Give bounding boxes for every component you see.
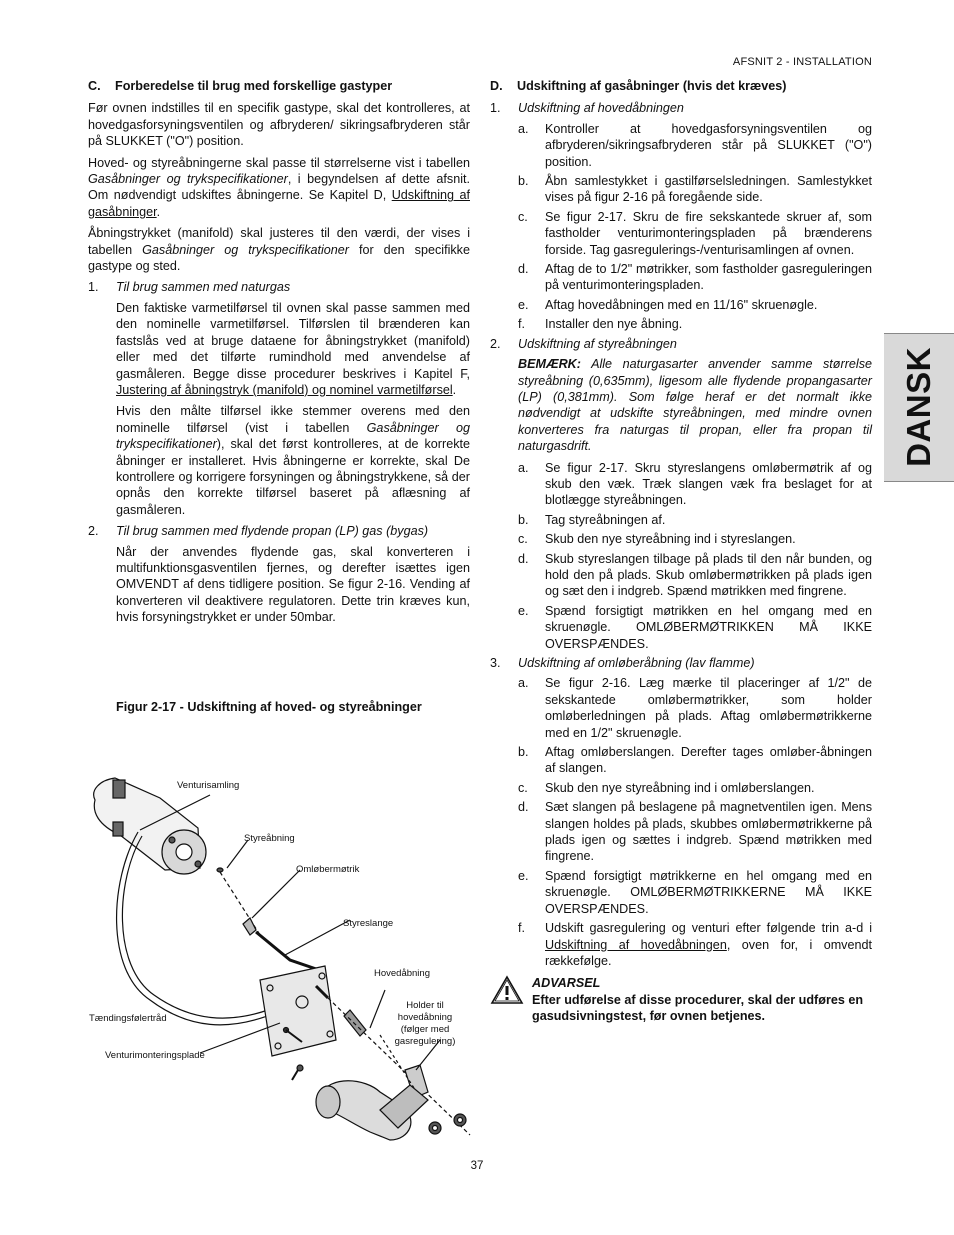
sub-item: b. Aftag omløberslangen. Derefter tages omløber-åbningen af slangen.: [518, 745, 872, 776]
paragraph: Før ovnen indstilles til en specifik gastype, skal det kontrolleres, at hovedgasforsyningsventilen og afbryderen/ sikringsafbryderen står på SLUKKET ("O") position.: [88, 101, 470, 149]
label-omloebermoetrik: Omløbermøtrik: [296, 864, 360, 875]
right-column: [490, 78, 872, 1025]
sub-item: a. Se figur 2-16. Læg mærke til placeringer af 1/2" de sekskantede omløbermøtrikker, som holder omløberledningen på plads. Aftag omløbermøtrikkerne med en 1/2" skruenøgle.: [518, 676, 872, 740]
paragraph: Når der anvendes flydende gas, skal konverteren i multifunktionsgasventilen fjernes, og derefter isættes igen OMVENDT af dens tidligere position. Se figur 2-16. Vending af konverteren vil deaktivere regulatoren. Dette trin kræves kun, hvis forsyningstrykket er under 50mbar.: [116, 544, 470, 625]
label-styreaabning: Styreåbning: [244, 833, 295, 844]
note: BEMÆRK: Alle naturgasarter anvender samme størrelse styreåbning (0,635mm), ligesom alle flydende propangasarter (LP) (0,381mm). Som følge heraf er det normalt ikke nødvendigt at udskifte styreåbningen, med mindre ovnen konverteres fra naturgas til propan, eller fra propan til naturgasdrift.: [518, 357, 872, 454]
label-holder: hovedåbning: [397, 1012, 453, 1023]
paragraph: Hvis den målte tilførsel ikke stemmer overens med den nominelle tilførsel (vist i tabellen Gasåbninger og trykspecifikationer), skal det først kontrolleres, at de korrekte åbninger er installeret. Hvis åbningerne er korrekte, skal De kontrollere og korrigere forsyningen og åbningstrykkene, så der opnås den korrekte tilførsel baseret på aflæsning af gasmåleren.: [116, 404, 470, 517]
list-item: 2. Udskiftning af styreåbningen: [490, 336, 677, 351]
label-holder: Holder til: [406, 1000, 444, 1011]
label-venturisamling: Venturisamling: [177, 780, 240, 791]
label-hovedaabning: Hovedåbning: [374, 968, 430, 979]
list-item: 2. Til brug sammen med flydende propan (LP) gas (bygas): [88, 524, 429, 539]
page-number: 37: [470, 1160, 484, 1172]
language-tab-label: DANSK: [900, 347, 937, 467]
list-item: 3. Udskiftning af omløberåbning (lav flamme): [490, 656, 755, 670]
warning-block: [490, 975, 872, 1024]
sub-item: a. Kontroller at hovedgasforsyningsventilen og afbryderen/sikringsafbryderen står på SLUKKET ("O") position.: [518, 121, 872, 169]
sub-item: b. Tag styreåbningen af.: [518, 512, 666, 527]
sub-item: c. Skub den nye styreåbning ind i omløberslangen.: [518, 780, 815, 795]
list-item: 1. Udskiftning af hovedåbningen: [490, 101, 684, 116]
figure-caption: Figur 2-17 - Udskiftning af hoved- og styreåbninger: [116, 700, 422, 714]
left-column: [88, 78, 470, 631]
label-holder: gasregulering): [394, 1036, 456, 1047]
warning-text: Efter udførelse af disse procedurer, skal der udføres en gasudsivningstest, før ovnen betjenes.: [532, 992, 864, 1024]
label-venturimonteringsplade: Venturimonteringsplade: [105, 1050, 205, 1061]
label-taendingsfoelertraad: Tændingsfølertråd: [89, 1013, 167, 1024]
sub-item: f. Installer den nye åbning.: [518, 317, 683, 332]
sub-item: d. Skub styreslangen tilbage på plads til den når bunden, og hold den på plads. Skub omløbermøtrikken på plads igen og sæt den i indgreb. Spænd møtrikken med fingrene.: [518, 551, 872, 599]
section-c-heading: C. Forberedelse til brug med forskellige gastyper: [88, 79, 393, 93]
list-item: 1. Til brug sammen med naturgas: [88, 280, 291, 295]
language-tab: [884, 333, 954, 482]
sub-item: e. Aftag hovedåbningen med en 11/16" skruenøgle.: [518, 297, 818, 312]
sub-item: d. Aftag de to 1/2" møtrikker, som fastholder gasreguleringen på venturimonteringspladen.: [518, 262, 872, 293]
paragraph: Hoved- og styreåbningerne skal passe til størrelserne vist i tabellen Gasåbninger og trykspecifikationer, i begyndelsen af dette afsnit. Om nødvendigt udskiftes åbningerne. Se Kapitel D, Udskiftning af gasåbninger.: [88, 155, 470, 219]
sub-item: d. Sæt slangen på beslagene på magnetventilen igen. Mens slangen holdes på plads, skubbes omløbermøtrikkerne på plads igen og sættes i indgreb. Spænd møtrikken med fingrene.: [518, 800, 872, 864]
sub-item: a. Se figur 2-17. Skru styreslangens omløbermøtrik af og skub den væk. Træk slangen væk fra beslaget for at blotlægge styreåbningen.: [518, 460, 872, 508]
section-d-heading: D. Udskiftning af gasåbninger (hvis det kræves): [490, 79, 787, 93]
warning-icon: [490, 975, 524, 1005]
label-styreslange: Styreslange: [343, 918, 394, 929]
sub-item: c. Se figur 2-17. Skru de fire sekskantede skruer af, som fastholder venturimonteringspladen på brænderens forside. Tag gasregulerings-/venturisamlingen af ovnen.: [518, 209, 872, 257]
sub-item: e. Spænd forsigtigt møtrikkerne en hel omgang med en skruenøgle. OMLØBERMØTRIKKERNE MÅ IKKE OVERSPÆNDES.: [518, 868, 872, 916]
paragraph: Åbningstrykket (manifold) skal justeres til den værdi, der vises i tabellen Gasåbninger og trykspecifikationer for den specifikke gastype og sted.: [88, 226, 470, 274]
label-holder: (følger med: [400, 1024, 450, 1035]
sub-item: e. Spænd forsigtigt møtrikken en hel omgang med en skruenøgle. OMLØBERMØTRIKKEN MÅ IKKE OVERSPÆNDES.: [518, 603, 872, 651]
sub-item: f. Udskift gasregulering og venturi efter følgende trin a-d i Udskiftning af hovedåbningen, oven for, i omvendt rækkefølge.: [518, 921, 872, 968]
figure-illustration: [80, 740, 480, 1150]
sub-item: c. Skub den nye styreåbning ind i styreslangen.: [518, 532, 796, 547]
page-header: AFSNIT 2 - INSTALLATION: [732, 56, 872, 68]
sub-item: b. Åbn samlestykket i gastilførselsledningen. Samlestykket vises på figur 2-16 på foregående side.: [518, 174, 872, 205]
warning-title: ADVARSEL: [532, 976, 601, 991]
paragraph: Den faktiske varmetilførsel til ovnen skal passe sammen med den nominelle varmetilførsel. Tilførslen til brænderen kan fastslås ved at bruge dataene for åbningstrykket (manifold) eller med det tilførte rumindhold med anvendelse af gasmåleren. Begge disse procedurer beskrives i Kapitel F, Justering af åbningstryk (manifold) og nominel varmetilførsel.: [116, 300, 470, 397]
